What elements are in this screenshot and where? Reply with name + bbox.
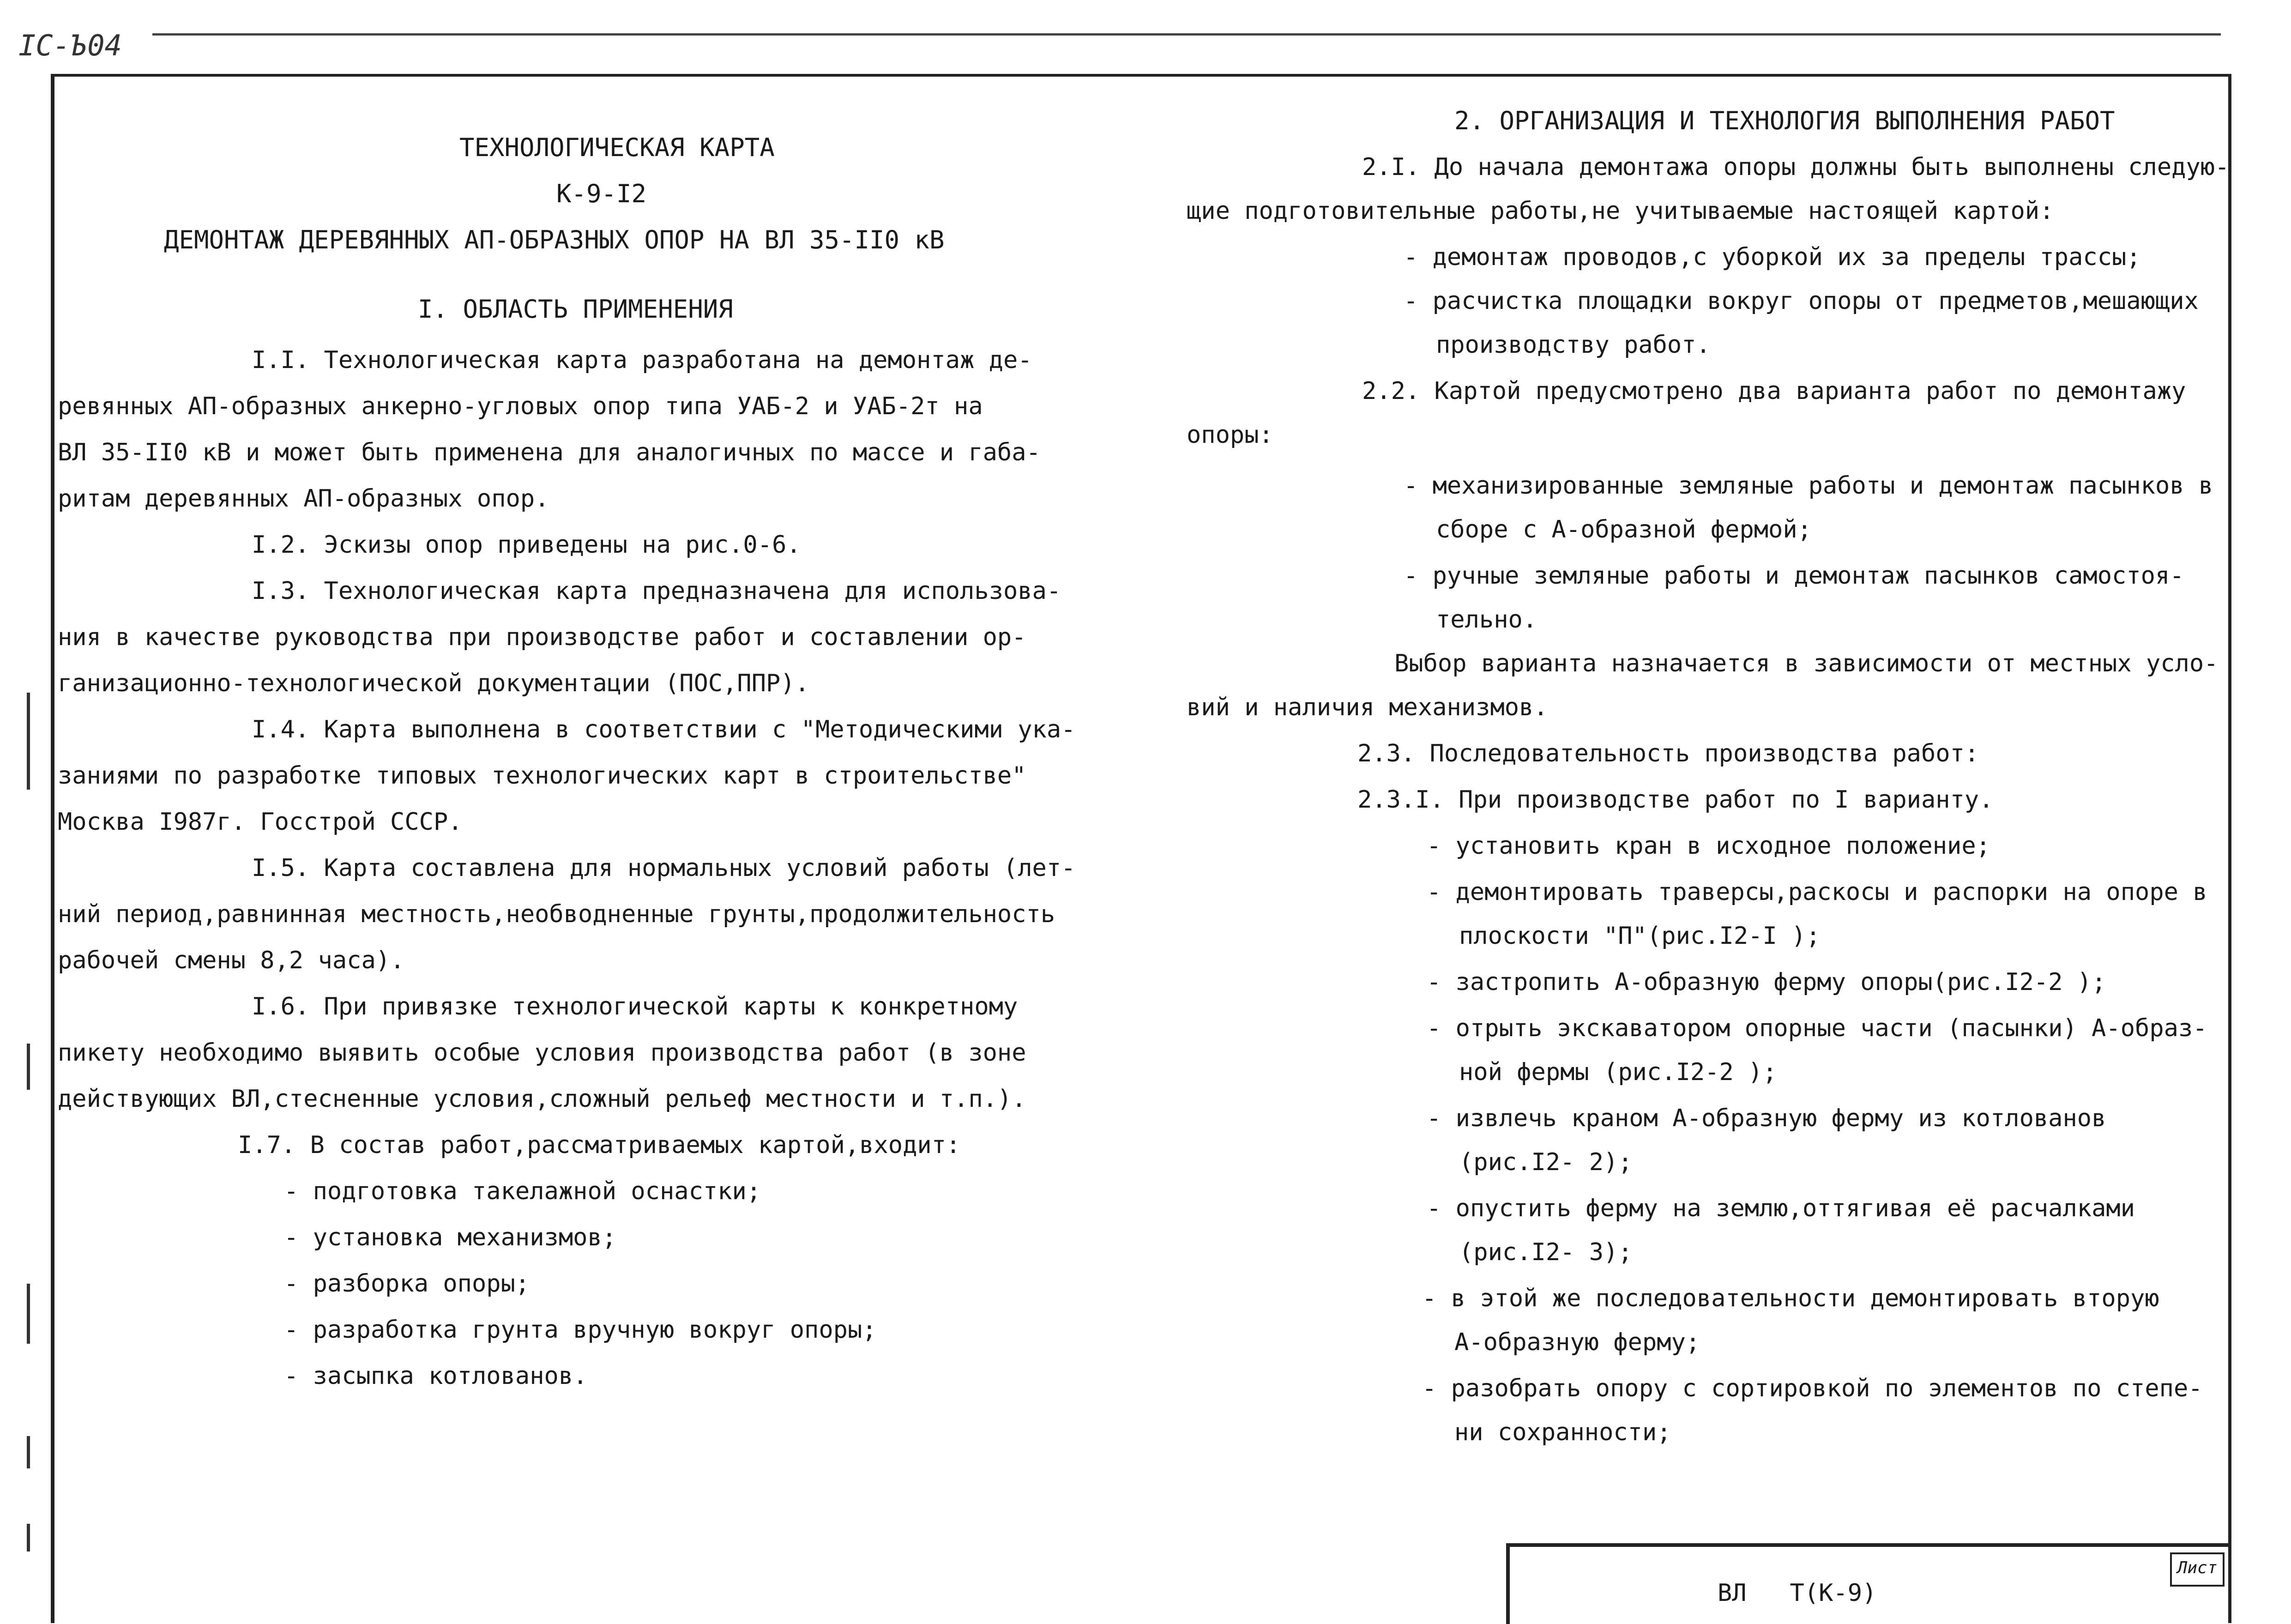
- list-item: тельно.: [1436, 606, 1537, 634]
- corner-handwritten-mark: ІС-Ъ04: [18, 29, 122, 62]
- margin-tick: [27, 1524, 30, 1552]
- margin-tick: [27, 1044, 30, 1090]
- list-item: - в этой же последовательности демонтировать вторую: [1422, 1285, 2159, 1312]
- list-item: сборе с А-образной фермой;: [1436, 516, 1812, 543]
- margin-tick: [27, 693, 30, 790]
- list-item: - разработка грунта вручную вокруг опоры;: [284, 1316, 877, 1344]
- list-item: - расчистка площадки вокруг опоры от предметов,мешающих: [1404, 287, 2199, 315]
- list-item: - демонтировать траверсы,раскосы и распорки на опоре в: [1427, 878, 2207, 906]
- paragraph-line: рабочей смены 8,2 часа).: [58, 947, 405, 974]
- list-item: (рис.I2- 3);: [1459, 1238, 1633, 1266]
- document-title: ТЕХНОЛОГИЧЕСКАЯ КАРТА: [459, 133, 775, 162]
- list-item: - установить кран в исходное положение;: [1427, 832, 1990, 860]
- paragraph-line: I.7. В состав работ,рассматриваемых картой,входит:: [238, 1131, 961, 1159]
- list-item: - демонтаж проводов,с уборкой их за пределы трассы;: [1404, 243, 2141, 271]
- paragraph-line: заниями по разработке типовых технологических карт в строительстве": [58, 762, 1026, 790]
- paragraph-line: ния в качестве руководства при производстве работ и составлении ор-: [58, 623, 1026, 651]
- paragraph-line: Выбор варианта назначается в зависимости от местных усло-: [1394, 650, 2219, 677]
- paragraph-line: щие подготовительные работы,не учитываемые настоящей картой:: [1187, 197, 2054, 225]
- list-item: - извлечь краном А-образную ферму из котлованов: [1427, 1105, 2106, 1132]
- paragraph-line: 2.3. Последовательность производства работ:: [1357, 740, 1979, 767]
- paragraph-line: опоры:: [1187, 421, 1273, 449]
- document-subtitle: ДЕМОНТАЖ ДЕРЕВЯННЫХ АП-ОБРАЗНЫХ ОПОР НА ВЛ 35-II0 кВ: [164, 225, 945, 254]
- list-item: А-образную ферму;: [1454, 1328, 1700, 1356]
- list-item: - застропить А-образную ферму опоры(рис.I2-2 );: [1427, 968, 2106, 996]
- section-heading: I. ОБЛАСТЬ ПРИМЕНЕНИЯ: [418, 295, 733, 324]
- list-item: производству работ.: [1436, 331, 1711, 359]
- paragraph-line: I.4. Карта выполнена в соответствии с "Методическими ука-: [252, 716, 1076, 743]
- paragraph-line: Москва I987г. Госстрой СССР.: [58, 808, 463, 836]
- paragraph-line: I.6. При привязке технологической карты к конкретному: [252, 993, 1018, 1020]
- list-item: ной фермы (рис.I2-2 );: [1459, 1058, 1777, 1086]
- section-heading: 2. ОРГАНИЗАЦИЯ И ТЕХНОЛОГИЯ ВЫПОЛНЕНИЯ РАБОТ: [1454, 106, 2115, 135]
- list-item: ни сохранности;: [1454, 1419, 1671, 1446]
- paragraph-line: ганизационно-технологической документации (ПОС,ППР).: [58, 670, 809, 697]
- paragraph-line: I.I. Технологическая карта разработана на демонтаж де-: [252, 346, 1032, 374]
- list-item: - разборка опоры;: [284, 1270, 530, 1298]
- paragraph-line: 2.I. До начала демонтажа опоры должны быть выполнены следую-: [1362, 153, 2230, 181]
- list-item: - разобрать опору с сортировкой по элементов по степе-: [1422, 1375, 2203, 1402]
- top-rule: [152, 33, 2221, 36]
- paragraph-line: вий и наличия механизмов.: [1187, 694, 1548, 721]
- paragraph-line: ний период,равнинная местность,необводненные грунты,продолжительность: [58, 900, 1055, 928]
- list-item: - опустить ферму на землю,оттягивая её расчалками: [1427, 1195, 2135, 1222]
- list-item: - подготовка такелажной оснастки;: [284, 1177, 761, 1205]
- paragraph-line: 2.2. Картой предусмотрено два варианта работ по демонтажу: [1362, 377, 2186, 405]
- list-item: - механизированные земляные работы и демонтаж пасынков в: [1404, 472, 2213, 500]
- paragraph-line: ревянных АП-образных анкерно-угловых опор типа УАБ-2 и УАБ-2т на: [58, 392, 983, 420]
- paragraph-line: ритам деревянных АП-образных опор.: [58, 485, 549, 513]
- list-item: - отрыть экскаватором опорные части (пасынки) А-образ-: [1427, 1014, 2207, 1042]
- paragraph-line: ВЛ 35-II0 кВ и может быть применена для аналогичных по массе и габа-: [58, 439, 1041, 466]
- paragraph-line: I.5. Карта составлена для нормальных условий работы (лет-: [252, 854, 1076, 882]
- sheet-number-box: Лист: [2170, 1552, 2225, 1587]
- paragraph-line: I.3. Технологическая карта предназначена для использова-: [252, 577, 1061, 605]
- paragraph-line: пикету необходимо выявить особые условия производства работ (в зоне: [58, 1039, 1026, 1067]
- paragraph-line: 2.3.I. При производстве работ по I варианту.: [1357, 786, 1994, 814]
- paragraph-line: I.2. Эскизы опор приведены на рис.0-6.: [252, 531, 801, 559]
- list-item: - засыпка котлованов.: [284, 1362, 588, 1390]
- document-code: К-9-I2: [556, 179, 647, 208]
- margin-tick: [27, 1436, 30, 1468]
- list-item: (рис.I2- 2);: [1459, 1148, 1633, 1176]
- stamp-code: ВЛ Т(К-9): [1718, 1579, 1877, 1607]
- list-item: - установка механизмов;: [284, 1224, 617, 1251]
- list-item: - ручные земляные работы и демонтаж пасынков самостоя-: [1404, 562, 2184, 590]
- margin-tick: [27, 1284, 30, 1344]
- list-item: плоскости "П"(рис.I2-I );: [1459, 922, 1821, 950]
- paragraph-line: действующих ВЛ,стесненные условия,сложный рельеф местности и т.п.).: [58, 1085, 1026, 1113]
